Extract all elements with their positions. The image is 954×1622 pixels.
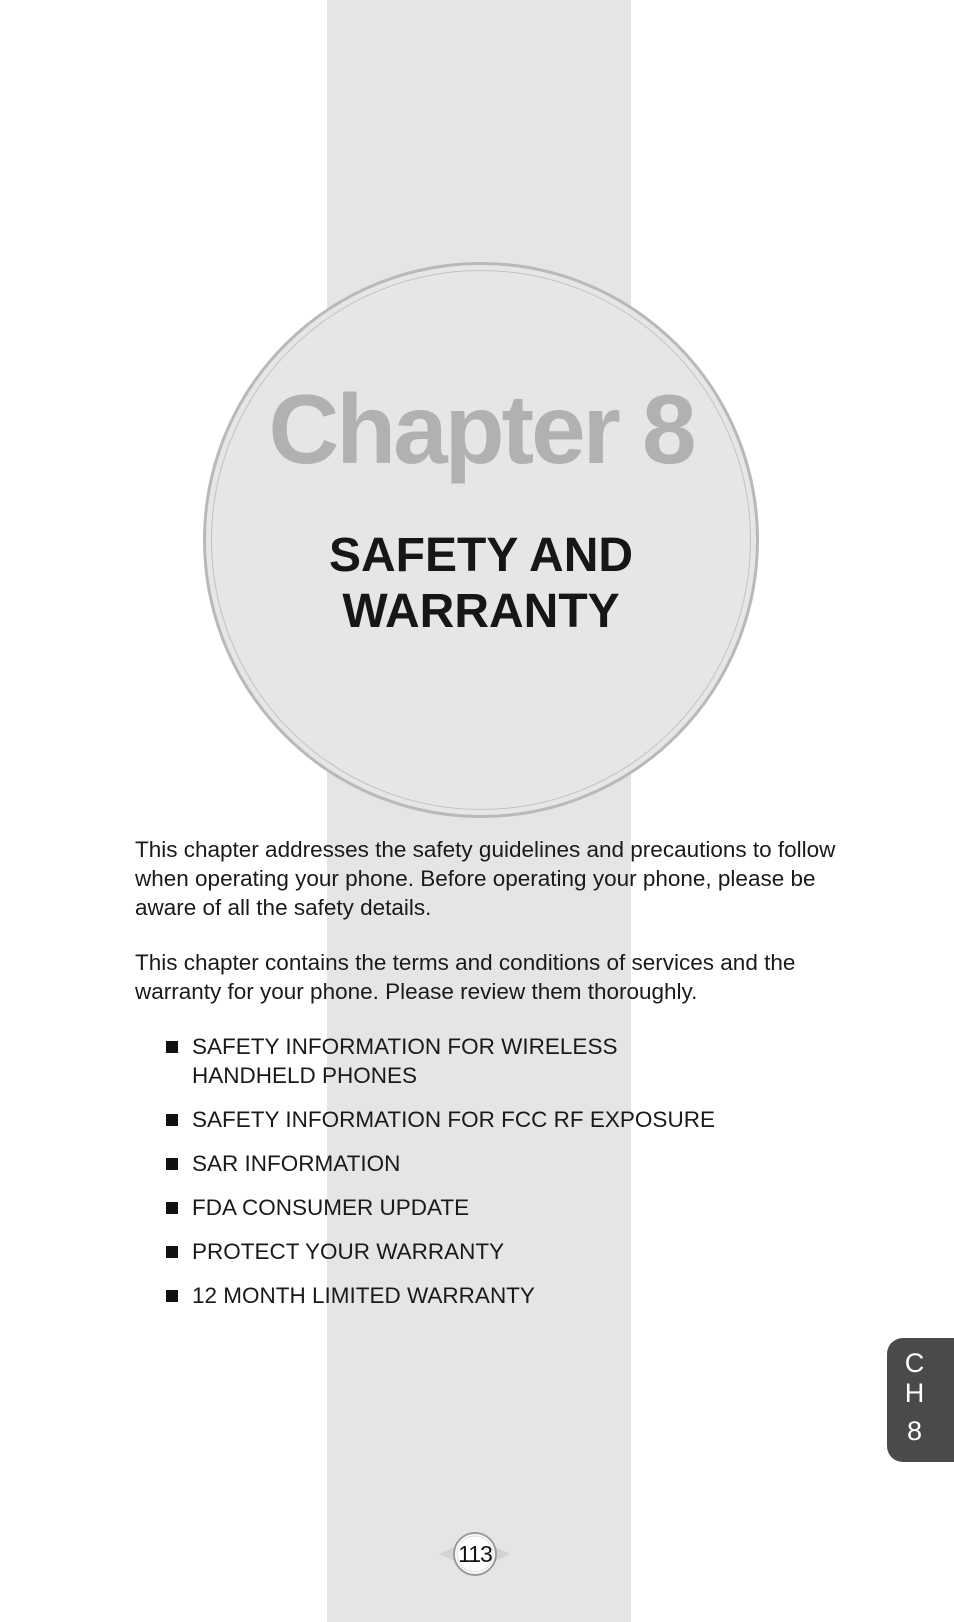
list-item <box>166 1149 752 1178</box>
intro-paragraph-1: This chapter addresses the safety guidelines and precautions to follow when operating your phone. Before operating your phone, please be aware of all the safety details. <box>135 837 836 920</box>
chapter-side-tab <box>887 1338 954 1462</box>
list-item-label: SAFETY INFORMATION FOR WIRELESS HANDHELD PHONES <box>192 1034 618 1088</box>
chapter-number-heading: Chapter 8 <box>268 374 694 484</box>
list-item <box>166 1032 752 1090</box>
side-tab-letter-h: H <box>904 1378 925 1408</box>
list-item <box>166 1281 752 1310</box>
page-number-badge <box>439 1530 511 1578</box>
square-bullet-icon <box>166 1202 178 1214</box>
square-bullet-icon <box>166 1246 178 1258</box>
page-number: 113 <box>458 1541 492 1567</box>
intro-paragraph-2: This chapter contains the terms and conditions of services and the warranty for your phone. Please review them thoroughly. <box>135 950 796 1004</box>
list-item-label: PROTECT YOUR WARRANTY <box>192 1239 505 1264</box>
square-bullet-icon <box>166 1158 178 1170</box>
list-item <box>166 1105 752 1134</box>
square-bullet-icon <box>166 1114 178 1126</box>
chapter-title <box>203 528 759 640</box>
side-tab-number: 8 <box>906 1416 923 1446</box>
list-item-label: SAFETY INFORMATION FOR FCC RF EXPOSURE <box>192 1107 715 1132</box>
side-tab-letter-c: C <box>904 1348 925 1378</box>
list-item-label: SAR INFORMATION <box>192 1151 401 1176</box>
list-item-label: 12 MONTH LIMITED WARRANTY <box>192 1283 535 1308</box>
chapter-title-line-1: SAFETY AND <box>328 529 634 582</box>
list-item <box>166 1193 752 1222</box>
chapter-topic-list <box>166 1032 752 1325</box>
list-item <box>166 1237 752 1266</box>
chapter-title-line-2: WARRANTY <box>342 585 620 638</box>
square-bullet-icon <box>166 1041 178 1053</box>
square-bullet-icon <box>166 1290 178 1302</box>
list-item-label: FDA CONSUMER UPDATE <box>192 1195 470 1220</box>
